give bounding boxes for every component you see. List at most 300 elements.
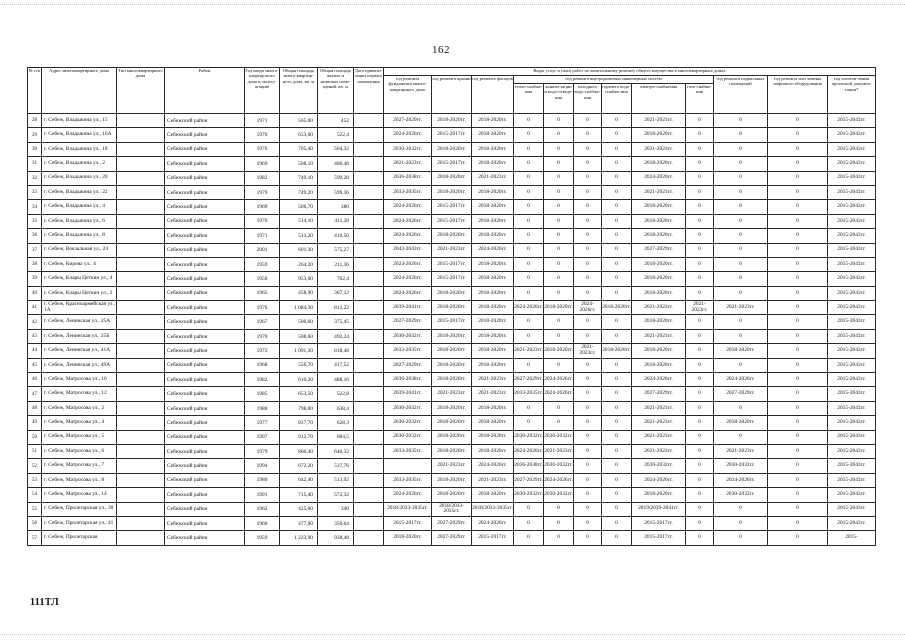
address-cell: г. Себеж, Владыкина ул., 16А — [42, 128, 117, 142]
electric-supply-repair-cell: 2018-2020гг. — [632, 128, 686, 142]
district-cell: Себежский район — [165, 531, 245, 545]
table-row — [28, 272, 876, 286]
basement-repair-cell: 2018-2020гг. — [714, 344, 768, 358]
table-row — [28, 459, 876, 473]
gas-supply-repair-cell: 2021-2023гг. — [686, 301, 714, 315]
table-row — [28, 114, 876, 128]
gas-supply-repair-cell: 0 — [686, 473, 714, 487]
house-type-cell — [117, 502, 165, 516]
hot-water-repair-cell: 0 — [602, 114, 632, 128]
basement-repair-cell: 0 — [714, 315, 768, 329]
district-cell: Себежский район — [165, 229, 245, 243]
house-type-cell — [117, 243, 165, 257]
foundation-repair-cell: 2030-2032гг. — [384, 430, 432, 444]
table-row — [28, 142, 876, 156]
cold-water-repair-cell: 0 — [574, 315, 602, 329]
total-area-cell: 556,70 — [280, 358, 318, 372]
privatization-date-cell — [354, 473, 384, 487]
electric-supply-repair-cell: 2019/2039-2041гг. — [632, 502, 686, 516]
header-hot-water: горячего водо-снабже-ния — [602, 84, 632, 114]
roof-repair-cell: 2015-2017гг. — [432, 200, 472, 214]
roof-repair-cell: 2015-2017гг. — [432, 272, 472, 286]
privatization-date-cell — [354, 128, 384, 142]
facade-repair-cell: 2018-2020гг. — [472, 401, 514, 415]
cold-water-repair-cell: 0 — [574, 516, 602, 530]
row-number-cell: 30 — [28, 142, 42, 156]
table-row — [28, 185, 876, 199]
district-cell: Себежский район — [165, 329, 245, 343]
privatization-date-cell — [354, 329, 384, 343]
hot-water-repair-cell: 0 — [602, 185, 632, 199]
hot-water-repair-cell: 0 — [602, 200, 632, 214]
row-number-cell: 36 — [28, 229, 42, 243]
address-cell: г. Себеж, Матросова ул., 5 — [42, 430, 117, 444]
district-cell: Себежский район — [165, 401, 245, 415]
facade-repair-cell: 2018-2020гг. — [472, 128, 514, 142]
elevator-repair-cell: 0 — [768, 128, 828, 142]
table-row — [28, 286, 876, 300]
heat-supply-repair-cell: 0 — [514, 401, 544, 415]
hot-water-repair-cell: 0 — [602, 502, 632, 516]
basement-repair-cell: 0 — [714, 229, 768, 243]
elevator-repair-cell: 0 — [768, 157, 828, 171]
district-cell: Себежский район — [165, 301, 245, 315]
total-area-cell: 800,40 — [280, 444, 318, 458]
elevator-repair-cell: 0 — [768, 516, 828, 530]
house-type-cell — [117, 459, 165, 473]
roof-repair-cell: 2015-2017гг. — [432, 257, 472, 271]
privatization-date-cell — [354, 157, 384, 171]
privatization-date-cell — [354, 516, 384, 530]
total-area-cell: 1 223,90 — [280, 531, 318, 545]
basement-repair-cell: 0 — [714, 171, 768, 185]
cold-water-repair-cell: 0 — [574, 114, 602, 128]
living-area-cell: 575,27 — [318, 243, 354, 257]
basement-repair-cell: 2024-2026гг. — [714, 373, 768, 387]
row-number-cell: 46 — [28, 373, 42, 387]
total-area-cell: 672,20 — [280, 459, 318, 473]
address-cell: г. Себеж, Пролетарская ул., 30 — [42, 502, 117, 516]
elevator-repair-cell: 0 — [768, 315, 828, 329]
sewerage-repair-cell: 0 — [544, 142, 574, 156]
basement-repair-cell: 0 — [714, 329, 768, 343]
living-area-cell: 380 — [318, 200, 354, 214]
header-engineering-group: год ремонта внутридомовых инженерных систем — [514, 76, 714, 84]
cold-water-repair-cell: 2024-2026гг. — [574, 301, 602, 315]
year-built-cell: 1970 — [245, 128, 280, 142]
facade-repair-cell: 2018-2020гг. — [472, 229, 514, 243]
gas-supply-repair-cell: 0 — [686, 430, 714, 444]
house-type-cell — [117, 373, 165, 387]
gas-supply-repair-cell: 0 — [686, 200, 714, 214]
table-row — [28, 502, 876, 516]
sewerage-repair-cell: 0 — [544, 171, 574, 185]
basement-repair-cell: 0 — [714, 430, 768, 444]
year-built-cell: 1976 — [245, 142, 280, 156]
elevator-repair-cell: 0 — [768, 531, 828, 545]
table-row — [28, 387, 876, 401]
cold-water-repair-cell: 0 — [574, 416, 602, 430]
design-docs-cell: 2015-2043гг. — [828, 488, 876, 502]
living-area-cell: 762,4 — [318, 272, 354, 286]
total-area-cell: 425,00 — [280, 502, 318, 516]
electric-supply-repair-cell: 2021-2023гг. — [632, 185, 686, 199]
sewerage-repair-cell: 0 — [544, 128, 574, 142]
cold-water-repair-cell: 0 — [574, 358, 602, 372]
heat-supply-repair-cell: 0 — [514, 128, 544, 142]
table-row — [28, 214, 876, 228]
privatization-date-cell — [354, 373, 384, 387]
elevator-repair-cell: 0 — [768, 243, 828, 257]
year-built-cell: 1959 — [245, 531, 280, 545]
design-docs-cell: 2015-2043гг. — [828, 229, 876, 243]
gas-supply-repair-cell: 0 — [686, 488, 714, 502]
privatization-date-cell — [354, 114, 384, 128]
living-area-cell: 564,32 — [318, 142, 354, 156]
roof-repair-cell: 2018-2020гг. — [432, 401, 472, 415]
basement-repair-cell: 0 — [714, 185, 768, 199]
hot-water-repair-cell: 0 — [602, 531, 632, 545]
year-built-cell: 1969 — [245, 200, 280, 214]
living-area-cell: 537,76 — [318, 459, 354, 473]
basement-repair-cell: 0 — [714, 257, 768, 271]
basement-repair-cell: 0 — [714, 142, 768, 156]
district-cell: Себежский район — [165, 387, 245, 401]
table-row — [28, 416, 876, 430]
heat-supply-repair-cell: 0 — [514, 214, 544, 228]
district-cell: Себежский район — [165, 488, 245, 502]
district-cell: Себежский район — [165, 286, 245, 300]
design-docs-cell: 2015-2043гг. — [828, 430, 876, 444]
design-docs-cell: 2015-2043гг. — [828, 185, 876, 199]
cold-water-repair-cell: 0 — [574, 531, 602, 545]
hot-water-repair-cell: 2018-2020гг. — [602, 301, 632, 315]
elevator-repair-cell: 0 — [768, 358, 828, 372]
design-docs-cell: 2015-2043гг. — [828, 200, 876, 214]
table-row — [28, 157, 876, 171]
gas-supply-repair-cell: 0 — [686, 401, 714, 415]
year-built-cell: 1968 — [245, 358, 280, 372]
table-body — [28, 114, 876, 546]
year-built-cell: 1976 — [245, 301, 280, 315]
district-cell: Себежский район — [165, 516, 245, 530]
district-cell: Себежский район — [165, 416, 245, 430]
privatization-date-cell — [354, 185, 384, 199]
basement-repair-cell: 0 — [714, 128, 768, 142]
cold-water-repair-cell: 0 — [574, 272, 602, 286]
electric-supply-repair-cell: 2024-2026гг. — [632, 373, 686, 387]
living-area-cell: 340 — [318, 502, 354, 516]
foundation-repair-cell: 2039-2041гг. — [384, 301, 432, 315]
foundation-repair-cell: 2018/2033-2035гг. — [384, 502, 432, 516]
facade-repair-cell: 2021-2023гг. — [472, 171, 514, 185]
gas-supply-repair-cell: 0 — [686, 229, 714, 243]
design-docs-cell: 2015-2043гг. — [828, 257, 876, 271]
basement-repair-cell: 0 — [714, 286, 768, 300]
electric-supply-repair-cell: 2021-2023гг. — [632, 444, 686, 458]
district-cell: Себежский район — [165, 128, 245, 142]
header-address: Адрес многоквартирного дома — [42, 68, 117, 114]
row-number-cell: 43 — [28, 329, 42, 343]
living-area-cell: 410,56 — [318, 229, 354, 243]
year-built-cell: 1982 — [245, 373, 280, 387]
district-cell: Себежский район — [165, 459, 245, 473]
heat-supply-repair-cell: 0 — [514, 200, 544, 214]
address-cell: г. Себеж, Кирова ул., 4 — [42, 257, 117, 271]
design-docs-cell: 2015-2043гг. — [828, 373, 876, 387]
district-cell: Себежский район — [165, 358, 245, 372]
heat-supply-repair-cell: 2024-2026гг. — [514, 301, 544, 315]
privatization-date-cell — [354, 444, 384, 458]
sewerage-repair-cell: 2030-2032гг. — [544, 430, 574, 444]
sewerage-repair-cell: 0 — [544, 516, 574, 530]
table-row — [28, 128, 876, 142]
living-area-cell: 452 — [318, 114, 354, 128]
sewerage-repair-cell: 2024-2026гг. — [544, 387, 574, 401]
gas-supply-repair-cell: 0 — [686, 171, 714, 185]
total-area-cell: 749,10 — [280, 171, 318, 185]
hot-water-repair-cell: 0 — [602, 214, 632, 228]
address-cell: г. Себеж, Владыкина ул., 18 — [42, 142, 117, 156]
header-year-built: Год ввода много-квартир-ного дома в эксплу-атацию — [245, 68, 280, 114]
total-area-cell: 798,00 — [280, 401, 318, 415]
total-area-cell: 610,20 — [280, 373, 318, 387]
gas-supply-repair-cell: 0 — [686, 387, 714, 401]
hot-water-repair-cell: 0 — [602, 488, 632, 502]
house-type-cell — [117, 142, 165, 156]
district-cell: Себежский район — [165, 214, 245, 228]
district-cell: Себежский район — [165, 243, 245, 257]
district-cell: Себежский район — [165, 142, 245, 156]
district-cell: Себежский район — [165, 257, 245, 271]
elevator-repair-cell: 0 — [768, 200, 828, 214]
year-built-cell: 1967 — [245, 315, 280, 329]
row-number-cell: 32 — [28, 171, 42, 185]
heat-supply-repair-cell: 0 — [514, 315, 544, 329]
house-type-cell — [117, 114, 165, 128]
heat-supply-repair-cell: 0 — [514, 257, 544, 271]
hot-water-repair-cell: 0 — [602, 401, 632, 415]
living-area-cell: 684,5 — [318, 430, 354, 444]
elevator-repair-cell: 0 — [768, 114, 828, 128]
heat-supply-repair-cell: 0 — [514, 157, 544, 171]
privatization-date-cell — [354, 257, 384, 271]
gas-supply-repair-cell: 0 — [686, 502, 714, 516]
basement-repair-cell: 2021-2023гг. — [714, 444, 768, 458]
year-built-cell: 1997 — [245, 430, 280, 444]
design-docs-cell: 2015-2043гг. — [828, 459, 876, 473]
table-row — [28, 243, 876, 257]
house-type-cell — [117, 315, 165, 329]
header-elevator: год ремонта или замены лифтового оборудования — [768, 76, 828, 114]
design-docs-cell: 2015-2043гг. — [828, 416, 876, 430]
year-built-cell: 1960 — [245, 516, 280, 530]
gas-supply-repair-cell: 0 — [686, 416, 714, 430]
heat-supply-repair-cell: 2030-2032гг. — [514, 488, 544, 502]
hot-water-repair-cell: 0 — [602, 315, 632, 329]
elevator-repair-cell: 0 — [768, 344, 828, 358]
house-type-cell — [117, 272, 165, 286]
design-docs-cell: 2015-2043гг. — [828, 214, 876, 228]
cold-water-repair-cell: 0 — [574, 286, 602, 300]
hot-water-repair-cell: 0 — [602, 128, 632, 142]
living-area-cell: 211,36 — [318, 257, 354, 271]
foundation-repair-cell: 2033-2035гг. — [384, 473, 432, 487]
total-area-cell: 953,00 — [280, 272, 318, 286]
sewerage-repair-cell: 0 — [544, 315, 574, 329]
address-cell: г. Себеж, Матросова ул., 14 — [42, 488, 117, 502]
address-cell: г. Себеж, Матросова ул., 12 — [42, 387, 117, 401]
foundation-repair-cell: 2024-2026гг. — [384, 286, 432, 300]
address-cell: г. Себеж, Владыкина ул., 15 — [42, 114, 117, 128]
sewerage-repair-cell: 0 — [544, 257, 574, 271]
sewerage-repair-cell: 0 — [544, 286, 574, 300]
table-row — [28, 344, 876, 358]
house-type-cell — [117, 488, 165, 502]
hot-water-repair-cell: 0 — [602, 373, 632, 387]
sewerage-repair-cell: 2018-2020гг. — [544, 301, 574, 315]
house-type-cell — [117, 401, 165, 415]
facade-repair-cell: 2018-2020гг. — [472, 416, 514, 430]
sewerage-repair-cell: 0 — [544, 214, 574, 228]
privatization-date-cell — [354, 243, 384, 257]
sewerage-repair-cell: 0 — [544, 358, 574, 372]
elevator-repair-cell: 0 — [768, 329, 828, 343]
elevator-repair-cell: 0 — [768, 373, 828, 387]
heat-supply-repair-cell: 2027-2029гг. — [514, 373, 544, 387]
total-area-cell: 912,70 — [280, 430, 318, 444]
foundation-repair-cell: 2030-2032гг. — [384, 329, 432, 343]
electric-supply-repair-cell: 2027-2029гг. — [632, 243, 686, 257]
heat-supply-repair-cell: 2021-2023гг. — [514, 344, 544, 358]
hot-water-repair-cell: 0 — [602, 329, 632, 343]
basement-repair-cell: 0 — [714, 516, 768, 530]
row-number-cell: 45 — [28, 358, 42, 372]
table-row — [28, 488, 876, 502]
basement-repair-cell: 2024-2026гг. — [714, 473, 768, 487]
gas-supply-repair-cell: 0 — [686, 286, 714, 300]
gas-supply-repair-cell: 0 — [686, 214, 714, 228]
privatization-date-cell — [354, 301, 384, 315]
total-area-cell: 642,40 — [280, 473, 318, 487]
total-area-cell: 653,50 — [280, 387, 318, 401]
cold-water-repair-cell: 0 — [574, 243, 602, 257]
design-docs-cell: 2015-2043гг. — [828, 272, 876, 286]
privatization-date-cell — [354, 315, 384, 329]
house-type-cell — [117, 214, 165, 228]
heat-supply-repair-cell: 0 — [514, 272, 544, 286]
table-row — [28, 430, 876, 444]
sewerage-repair-cell: 2030-2032гг. — [544, 459, 574, 473]
heat-supply-repair-cell: 2024-2026гг. — [514, 444, 544, 458]
electric-supply-repair-cell: 2021-2023гг. — [632, 142, 686, 156]
sewerage-repair-cell: 2021-2023гг. — [544, 444, 574, 458]
total-area-cell: 514,10 — [280, 214, 318, 228]
hot-water-repair-cell: 0 — [602, 444, 632, 458]
cold-water-repair-cell: 0 — [574, 171, 602, 185]
elevator-repair-cell: 0 — [768, 301, 828, 315]
gas-supply-repair-cell: 0 — [686, 459, 714, 473]
roof-repair-cell: 2018-2020гг. — [432, 473, 472, 487]
address-cell: г. Себеж, Владыкина ул., 6 — [42, 214, 117, 228]
district-cell: Себежский район — [165, 272, 245, 286]
heat-supply-repair-cell: 0 — [514, 114, 544, 128]
house-type-cell — [117, 229, 165, 243]
roof-repair-cell: 2018-2020гг. — [432, 185, 472, 199]
address-cell: г. Себеж, Пролетарская — [42, 531, 117, 545]
table-row — [28, 373, 876, 387]
table-row — [28, 200, 876, 214]
row-number-cell: 39 — [28, 272, 42, 286]
row-number-cell: 35 — [28, 214, 42, 228]
electric-supply-repair-cell: 2030-2032гг. — [632, 459, 686, 473]
district-cell: Себежский район — [165, 315, 245, 329]
address-cell: г. Себеж, Матросова ул., 2 — [42, 401, 117, 415]
design-docs-cell: 2015-2043гг. — [828, 358, 876, 372]
gas-supply-repair-cell: 0 — [686, 157, 714, 171]
house-type-cell — [117, 387, 165, 401]
district-cell: Себежский район — [165, 185, 245, 199]
basement-repair-cell: 0 — [714, 358, 768, 372]
total-area-cell: 1 084,30 — [280, 301, 318, 315]
living-area-cell: 572,32 — [318, 488, 354, 502]
electric-supply-repair-cell: 2021-2023гг. — [632, 301, 686, 315]
cold-water-repair-cell: 0 — [574, 257, 602, 271]
header-privatization-date: Дата привати-зации первого помещения — [354, 68, 384, 114]
header-heat-supply: тепло-снабже-ния — [514, 84, 544, 114]
roof-repair-cell: 2018-2020гг. — [432, 329, 472, 343]
cold-water-repair-cell: 0 — [574, 142, 602, 156]
foundation-repair-cell: 2024-2026гг. — [384, 200, 432, 214]
sewerage-repair-cell: 0 — [544, 401, 574, 415]
living-area-cell: 492,24 — [318, 329, 354, 343]
year-built-cell: 1956 — [245, 272, 280, 286]
privatization-date-cell — [354, 430, 384, 444]
living-area-cell: 638,4 — [318, 401, 354, 415]
sewerage-repair-cell: 0 — [544, 229, 574, 243]
row-number-cell: 37 — [28, 243, 42, 257]
hot-water-repair-cell: 0 — [602, 286, 632, 300]
design-docs-cell: 2015-2043гг. — [828, 243, 876, 257]
row-number-cell: 52 — [28, 459, 42, 473]
privatization-date-cell — [354, 171, 384, 185]
privatization-date-cell — [354, 401, 384, 415]
living-area-cell: 522,4 — [318, 128, 354, 142]
table-row — [28, 444, 876, 458]
row-number-cell: 50 — [28, 430, 42, 444]
foundation-repair-cell: 2027-2029гг. — [384, 358, 432, 372]
house-type-cell — [117, 444, 165, 458]
header-electric-supply: электро-снабжения — [632, 84, 686, 114]
address-cell: г. Себеж, Владыкина ул., 2 — [42, 157, 117, 171]
elevator-repair-cell: 0 — [768, 401, 828, 415]
header-type: Тип многоквартирного дома — [117, 68, 165, 114]
electric-supply-repair-cell: 2018-2020гг. — [632, 344, 686, 358]
roof-repair-cell: 2015-2017гг. — [432, 128, 472, 142]
living-area-cell: 599,36 — [318, 185, 354, 199]
roof-repair-cell: 2018-2020гг. — [432, 488, 472, 502]
living-area-cell: 488,16 — [318, 373, 354, 387]
total-area-cell: 565,00 — [280, 114, 318, 128]
cold-water-repair-cell: 0 — [574, 214, 602, 228]
heat-supply-repair-cell: 0 — [514, 229, 544, 243]
foundation-repair-cell: 2039-2041гг. — [384, 387, 432, 401]
elevator-repair-cell: 0 — [768, 214, 828, 228]
electric-supply-repair-cell: 2018-2020гг. — [632, 315, 686, 329]
basement-repair-cell: 0 — [714, 214, 768, 228]
design-docs-cell: 2015-2043гг. — [828, 301, 876, 315]
design-docs-cell: 2015-2043гг. — [828, 516, 876, 530]
